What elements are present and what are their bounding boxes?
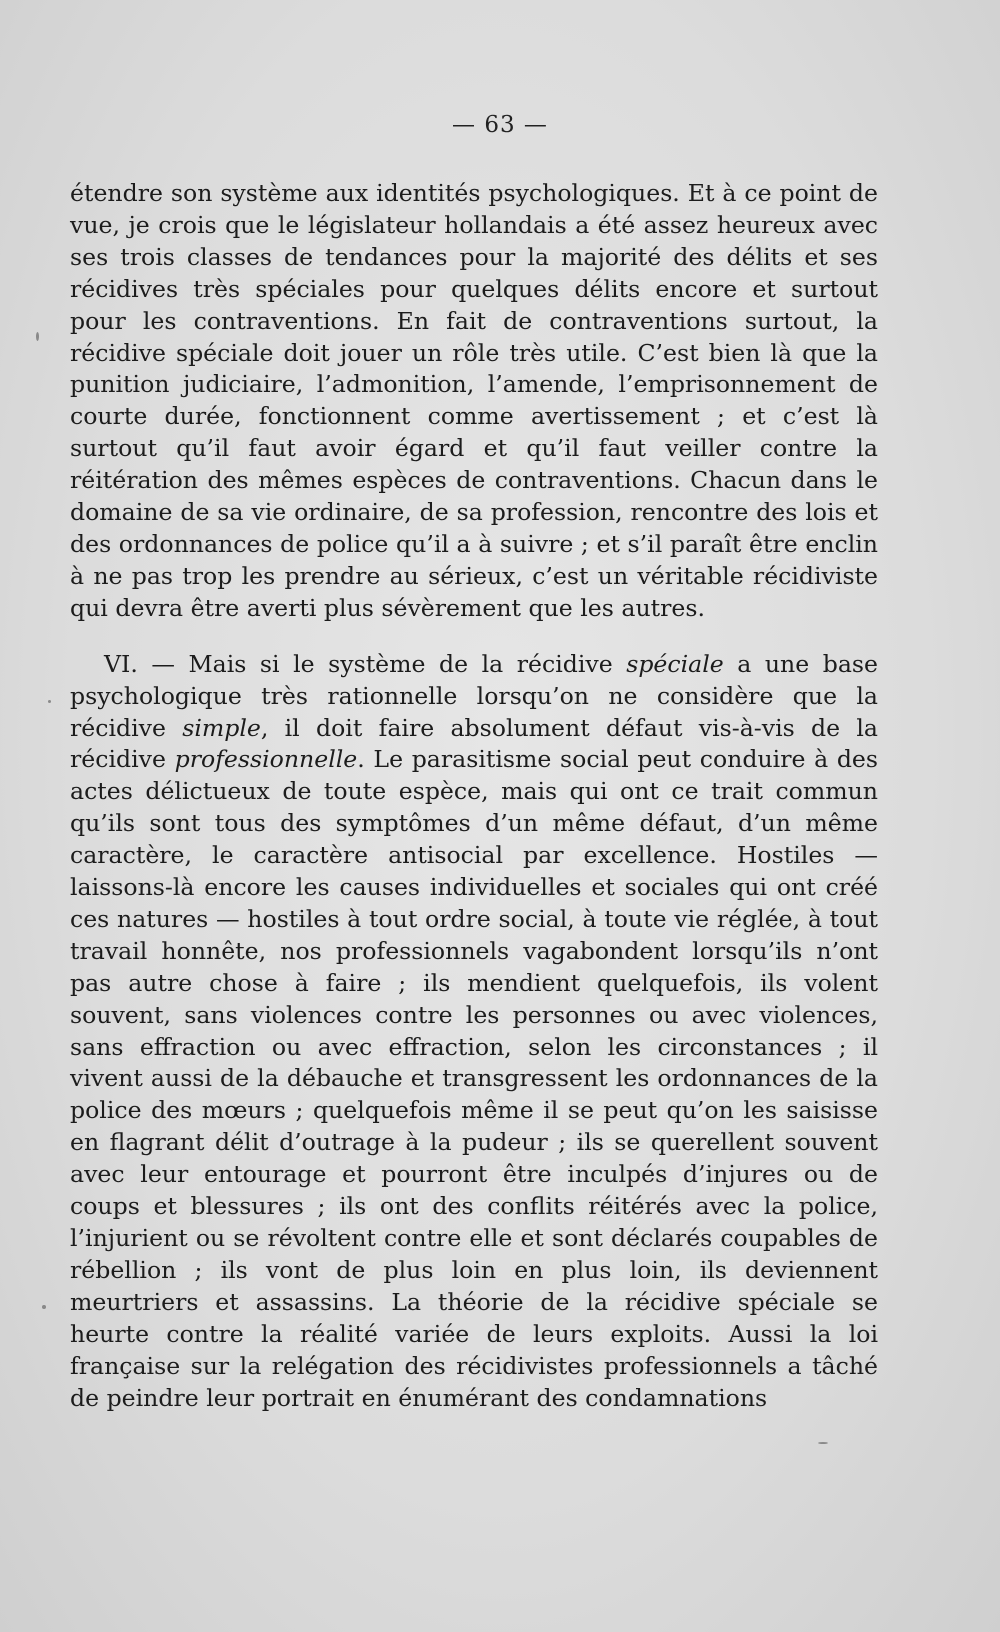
scan-speck [818, 1442, 828, 1444]
page-number: — 63 — [452, 112, 548, 138]
scan-speck [48, 700, 51, 703]
paragraph-2-text-3: , il doit faire absolument défaut vis-à-vis de la récidive [70, 713, 878, 774]
paragraph-1: étendre son système aux identités psychologiques. Et à ce point de vue, je crois que le législateur hollandais a été assez heureux avec ses trois classes de tendances pour la majorité des délits et ses récidives très spéciales pour quelques délits encore et surtout pour les contraventions. En fait de contraventions surtout, la récidive spéciale doit jouer un rôle très utile. C’est bien là que la punition judiciaire, l’admonition, l’amende, l’emprisonnement de courte durée, fonctionnent comme avertissement ; et c’est là surtout qu’il faut avoir égard et qu’il faut veiller contre la réitération des mêmes espèces de contraventions. Chacun dans le domaine de sa vie ordinaire, de sa profession, rencontre des lois et des ordonnances de police qu’il a à suivre ; et s’il paraît être enclin à ne pas trop les prendre au sérieux, c’est un véritable récidiviste qui devra être averti plus sévèrement que les autres. [70, 179, 878, 622]
paragraph-2-text-2: a une base psychologique très rationnelle lorsqu’on ne considère que la récidive [70, 649, 878, 742]
body-text [70, 178, 878, 1414]
paragraph-2-text-1: VI. — Mais si le système de la récidive [104, 649, 627, 678]
italic-speciale: spéciale [626, 649, 724, 678]
paragraph-2 [70, 649, 878, 1415]
scan-speck [42, 1305, 46, 1309]
scan-speck [36, 332, 39, 341]
italic-simple: simple [182, 713, 261, 742]
italic-professionnelle: professionnelle [174, 745, 358, 774]
paragraph-2-text-4: . Le parasitisme social peut conduire à des actes délictueux de toute espèce, mais qui ont ce trait commun qu’ils sont tous des symptômes d’un même défaut, d’un même caractère, le caractère antisocial par excellence. Hostiles — laissons-là encore les causes individuelles et sociales qui ont créé ces natures — hostiles à tout ordre social, à toute vie réglée, à tout travail honnête, nos professionnels vagabondent lorsqu’ils n’ont pas autre chose à faire ; ils mendient quelquefois, ils volent souvent, sans violences contre les personnes ou avec violences, sans effraction ou avec effraction, selon les circonstances ; il vivent aussi de la débauche et transgressent les ordonnances de la police des mœurs ; quelquefois même il se peut qu’on les saisisse en flagrant délit d’outrage à la pudeur ; ils se querellent souvent avec leur entourage et pourront être inculpés d’injures ou de coups et blessures ; ils ont des conflits réitérés avec la police, l’injurient ou se révoltent contre elle et sont déclarés coupables de rébellion ; ils vont de plus loin en plus loin, ils deviennent meurtriers et assassins. La théorie de la récidive spéciale se heurte contre la réalité variée de leurs exploits. Aussi la loi française sur la relégation des récidivistes professionnels a tâché de peindre leur portrait en énumérant des condamnations [70, 745, 878, 1412]
